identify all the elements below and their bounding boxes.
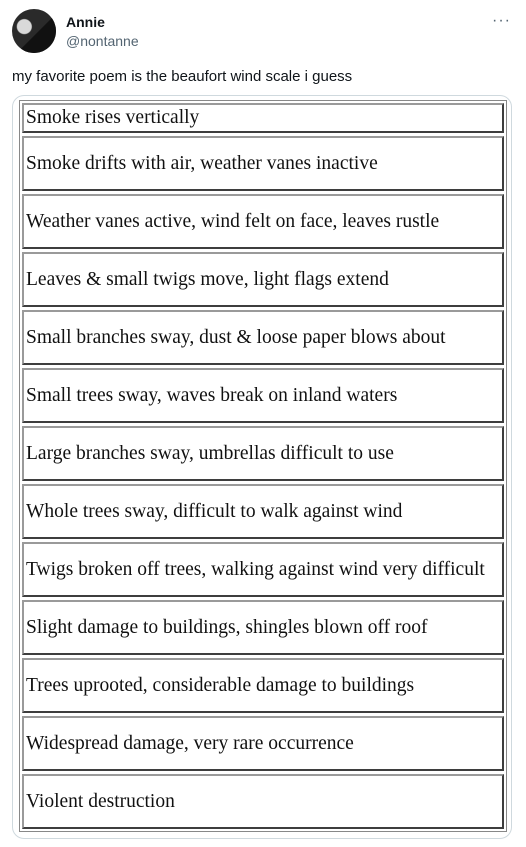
more-options-icon[interactable]: ···: [492, 12, 511, 29]
scale-row: Violent destruction: [22, 774, 504, 829]
scale-row: Large branches sway, umbrellas difficult to use: [22, 426, 504, 481]
scale-row: Small branches sway, dust & loose paper blows about: [22, 310, 504, 365]
beaufort-scale-table: [19, 100, 507, 832]
scale-row: Twigs broken off trees, walking against wind very difficult: [22, 542, 504, 597]
scale-row: Smoke rises vertically: [22, 103, 504, 133]
scale-row: Small trees sway, waves break on inland waters: [22, 368, 504, 423]
scale-row: Smoke drifts with air, weather vanes inactive: [22, 136, 504, 191]
scale-row: Widespread damage, very rare occurrence: [22, 716, 504, 771]
avatar[interactable]: [12, 9, 56, 53]
scale-row: Slight damage to buildings, shingles blown off roof: [22, 600, 504, 655]
scale-row: Trees uprooted, considerable damage to buildings: [22, 658, 504, 713]
scale-row: Whole trees sway, difficult to walk against wind: [22, 484, 504, 539]
author-name[interactable]: Annie: [66, 14, 105, 30]
scale-row: Leaves & small twigs move, light flags extend: [22, 252, 504, 307]
scale-row: Weather vanes active, wind felt on face, leaves rustle: [22, 194, 504, 249]
tweet-image[interactable]: [12, 95, 512, 839]
author-handle[interactable]: @nontanne: [66, 33, 139, 49]
tweet-text: my favorite poem is the beaufort wind scale i guess: [12, 68, 353, 85]
